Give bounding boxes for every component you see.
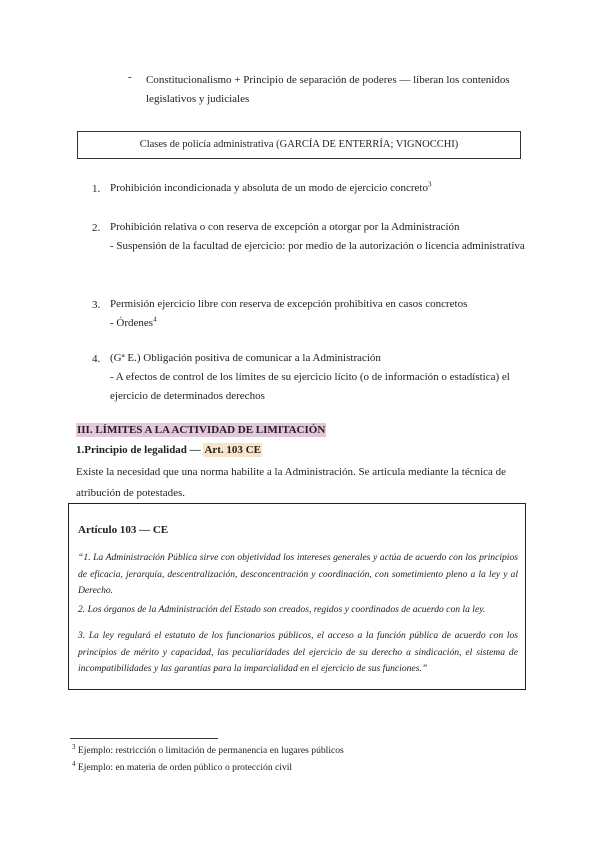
footnote-3 [72, 742, 344, 756]
bullet-dash: - [128, 71, 132, 83]
list-item-4-detail: - A efectos de control de los límites de su ejercicio lícito (o de información o estadística) el ejercicio de determinados derechos [110, 371, 510, 402]
article-title: Artículo 103 — CE [78, 524, 169, 536]
list-item-1-text: Prohibición incondicionada y absoluta de un modo de ejercicio concreto [110, 182, 428, 194]
classes-box: Clases de policía administrativa (GARCÍA DE ENTERRÍA; VIGNOCCHI) [77, 131, 521, 159]
subsection-title: 1.Principio de legalidad — [76, 444, 204, 456]
article-paragraph-2: 2. Los órganos de la Administración del Estado son creados, regidos y coordinados de acuerdo con la ley. [78, 604, 486, 615]
list-item-4 [110, 349, 530, 406]
footnote-4-number: 4 [72, 759, 76, 768]
list-number-4: 4. [92, 353, 101, 365]
list-number-3: 3. [92, 299, 101, 311]
list-item-4-text: (Gª E.) Obligación positiva de comunicar a la Administración [110, 352, 381, 364]
footnote-separator [70, 738, 218, 739]
legality-paragraph: Existe la necesidad que una norma habilite a la Administración. Se articula mediante la técnica de atribución de potestades. [76, 466, 507, 499]
article-box [68, 503, 526, 690]
list-item-3 [110, 295, 530, 333]
section-heading [76, 424, 326, 436]
footnote-ref-3[interactable]: 3 [428, 180, 432, 189]
section-heading-highlight: III. LÍMITES A LA ACTIVIDAD DE LIMITACIÓN [77, 424, 326, 436]
list-item-2-detail: - Suspensión de la facultad de ejercicio: por medio de la autorización o licencia administrativa [110, 240, 525, 252]
subsection-heading [76, 444, 262, 456]
footnote-4-text: Ejemplo: en materia de orden público o protección civil [77, 762, 293, 773]
list-item-2-text: Prohibición relativa o con reserva de excepción a otorgar por la Administración [110, 221, 460, 233]
intro-text: Constitucionalismo + Principio de separación de poderes — liberan los contenidos legislativos y judiciales [146, 74, 510, 105]
article-paragraph-3: 3. La ley regulará el estatuto de los funcionarios públicos, el acceso a la función pública de acuerdo con los principios de mérito y capacidad, las peculiaridades del ejercicio de su derecho a sindicación, el sistema de incompatibilidades y las garantías para la imparcialidad en el ejercicio de sus funciones.” [78, 630, 518, 674]
list-number-2: 2. [92, 222, 101, 234]
article-paragraph-1: “1. La Administración Pública sirve con objetividad los intereses generales y actúa de acuerdo con los principios de eficacia, jerarquía, descentralización, desconcentración y coordinación, con sometimiento pleno a la ley y al Derecho. [78, 552, 518, 596]
list-item-3-detail: - Órdenes [110, 317, 154, 329]
footnote-4 [72, 759, 293, 773]
list-item-2 [110, 218, 530, 256]
article-reference-highlight: Art. 103 CE [204, 444, 261, 456]
list-item-1 [110, 179, 530, 198]
footnote-3-text: Ejemplo: restricción o limitación de permanencia en lugares públicos [77, 745, 344, 756]
list-number-1: 1. [92, 183, 101, 195]
footnote-3-number: 3 [72, 742, 76, 751]
footnote-ref-4[interactable]: 4 [153, 315, 157, 324]
list-item-3-text: Permisión ejercicio libre con reserva de excepción prohibitiva en casos concretos [110, 298, 468, 310]
